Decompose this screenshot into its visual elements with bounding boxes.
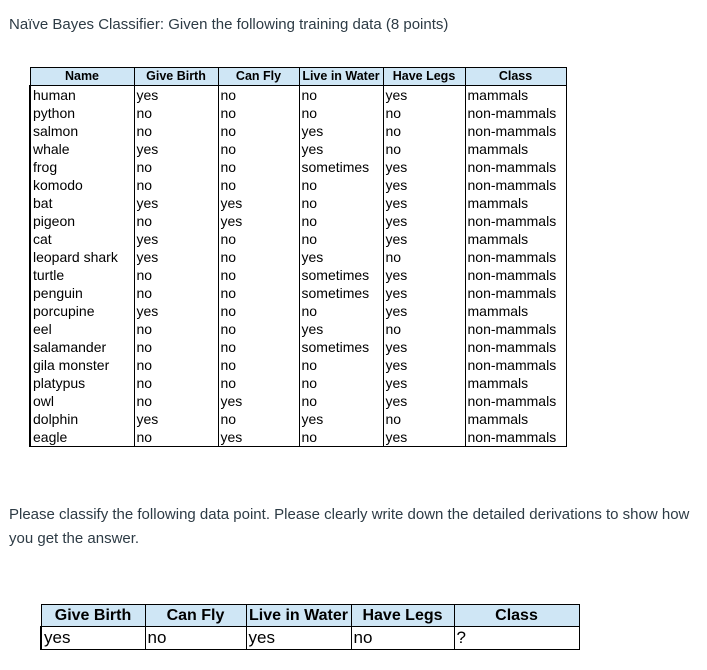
cell-can-fly: no [218,176,299,194]
cell-have-legs: yes [383,302,465,320]
cell-live-in-water: sometimes [299,338,383,356]
cell-give-birth: no [134,284,218,302]
cell-have-legs: yes [383,284,465,302]
cell-can-fly: yes [218,194,299,212]
cell-can-fly: no [218,104,299,122]
cell-give-birth: no [134,338,218,356]
cell-live-in-water: no [299,428,383,447]
cell-class: non-mammals [465,158,566,176]
cell-name: cat [30,230,134,248]
cell-have-legs: no [383,410,465,428]
query-header-live-in-water: Live in Water [246,605,351,627]
table-row [30,374,566,392]
table-row [30,140,566,158]
cell-can-fly: no [218,320,299,338]
cell-give-birth: no [134,104,218,122]
cell-name: salmon [30,122,134,140]
cell-class: non-mammals [465,284,566,302]
cell-live-in-water: yes [299,248,383,266]
cell-have-legs: yes [383,374,465,392]
cell-name: komodo [30,176,134,194]
cell-live-in-water: no [299,212,383,230]
cell-live-in-water: yes [299,140,383,158]
cell-name: owl [30,392,134,410]
cell-live-in-water: yes [299,410,383,428]
cell-live-in-water: no [299,86,383,105]
cell-name: frog [30,158,134,176]
cell-class: mammals [465,194,566,212]
cell-give-birth: no [134,356,218,374]
table-row [30,392,566,410]
query-row [41,627,579,650]
cell-name: leopard shark [30,248,134,266]
cell-class: mammals [465,302,566,320]
cell-class: mammals [465,86,566,105]
table-row [30,428,566,447]
cell-have-legs: yes [383,176,465,194]
cell-can-fly: no [218,302,299,320]
table-row [30,122,566,140]
cell-class: mammals [465,374,566,392]
cell-can-fly: yes [218,212,299,230]
cell-have-legs: yes [383,194,465,212]
cell-can-fly: no [218,122,299,140]
table-row [30,284,566,302]
cell-name: gila monster [30,356,134,374]
cell-have-legs: yes [383,212,465,230]
cell-class: non-mammals [465,104,566,122]
cell-give-birth: no [134,176,218,194]
table-row [30,176,566,194]
cell-live-in-water: no [299,356,383,374]
cell-give-birth: yes [134,248,218,266]
query-can-fly-value: no [145,627,246,650]
table-row [30,266,566,284]
training-data-table [29,67,567,447]
cell-class: non-mammals [465,428,566,447]
cell-class: non-mammals [465,338,566,356]
cell-name: human [30,86,134,105]
column-header-class: Class [465,68,566,86]
cell-live-in-water: sometimes [299,284,383,302]
cell-live-in-water: no [299,176,383,194]
instruction-text: Please classify the following data point. Please clearly write down the detailed derivations to show how you get the answer. [9,506,690,547]
cell-give-birth: yes [134,194,218,212]
table-row [30,248,566,266]
cell-name: porcupine [30,302,134,320]
cell-name: whale [30,140,134,158]
cell-live-in-water: no [299,194,383,212]
table-row [30,158,566,176]
query-have-legs-value: no [351,627,454,650]
query-give-birth-value: yes [41,627,145,650]
cell-class: mammals [465,230,566,248]
table-row [30,356,566,374]
table-row [30,338,566,356]
cell-class: non-mammals [465,266,566,284]
table-row [30,320,566,338]
table-row [30,212,566,230]
cell-give-birth: yes [134,140,218,158]
cell-give-birth: no [134,266,218,284]
cell-have-legs: no [383,248,465,266]
table-row [30,230,566,248]
query-class-value: ? [454,627,579,650]
cell-can-fly: yes [218,428,299,447]
cell-can-fly: no [218,86,299,105]
cell-give-birth: no [134,428,218,447]
table-row [30,86,566,105]
cell-give-birth: yes [134,302,218,320]
training-header-row [30,68,566,86]
cell-give-birth: yes [134,410,218,428]
cell-class: non-mammals [465,176,566,194]
cell-have-legs: yes [383,356,465,374]
cell-class: non-mammals [465,320,566,338]
training-table-body [30,86,566,447]
cell-name: eel [30,320,134,338]
query-header-give-birth: Give Birth [41,605,145,627]
cell-have-legs: yes [383,266,465,284]
cell-can-fly: yes [218,392,299,410]
cell-can-fly: no [218,410,299,428]
table-row [30,410,566,428]
cell-name: platypus [30,374,134,392]
cell-can-fly: no [218,338,299,356]
table-row [30,194,566,212]
cell-name: dolphin [30,410,134,428]
cell-give-birth: yes [134,86,218,105]
cell-class: non-mammals [465,356,566,374]
cell-can-fly: no [218,230,299,248]
cell-can-fly: no [218,374,299,392]
query-live-in-water-value: yes [246,627,351,650]
cell-class: non-mammals [465,122,566,140]
column-header-give-birth: Give Birth [134,68,218,86]
table-row [30,104,566,122]
cell-have-legs: no [383,320,465,338]
cell-live-in-water: no [299,302,383,320]
query-header-row [41,605,579,627]
cell-have-legs: yes [383,338,465,356]
cell-live-in-water: no [299,230,383,248]
cell-can-fly: no [218,284,299,302]
table-row [30,302,566,320]
cell-have-legs: no [383,104,465,122]
cell-class: mammals [465,410,566,428]
cell-give-birth: yes [134,230,218,248]
cell-name: penguin [30,284,134,302]
cell-give-birth: no [134,392,218,410]
cell-name: turtle [30,266,134,284]
cell-have-legs: yes [383,428,465,447]
query-header-class: Class [454,605,579,627]
cell-give-birth: no [134,122,218,140]
cell-have-legs: yes [383,86,465,105]
cell-can-fly: no [218,158,299,176]
cell-live-in-water: sometimes [299,158,383,176]
cell-live-in-water: sometimes [299,266,383,284]
cell-can-fly: no [218,248,299,266]
cell-name: pigeon [30,212,134,230]
column-header-have-legs: Have Legs [383,68,465,86]
cell-class: non-mammals [465,392,566,410]
query-table [40,604,580,650]
question-heading: Naïve Bayes Classifier: Given the following training data (8 points) [9,16,449,33]
cell-class: mammals [465,140,566,158]
cell-can-fly: no [218,356,299,374]
cell-name: bat [30,194,134,212]
column-header-live-in-water: Live in Water [299,68,383,86]
cell-have-legs: yes [383,158,465,176]
column-header-can-fly: Can Fly [218,68,299,86]
cell-give-birth: no [134,320,218,338]
cell-class: non-mammals [465,248,566,266]
cell-have-legs: yes [383,392,465,410]
cell-give-birth: no [134,212,218,230]
cell-live-in-water: no [299,374,383,392]
query-header-have-legs: Have Legs [351,605,454,627]
cell-name: eagle [30,428,134,447]
cell-have-legs: no [383,122,465,140]
cell-live-in-water: no [299,392,383,410]
cell-can-fly: no [218,140,299,158]
cell-live-in-water: no [299,104,383,122]
cell-give-birth: no [134,158,218,176]
cell-give-birth: no [134,374,218,392]
cell-live-in-water: yes [299,122,383,140]
cell-live-in-water: yes [299,320,383,338]
query-header-can-fly: Can Fly [145,605,246,627]
cell-class: non-mammals [465,212,566,230]
cell-can-fly: no [218,266,299,284]
cell-name: python [30,104,134,122]
cell-have-legs: no [383,140,465,158]
cell-name: salamander [30,338,134,356]
column-header-name: Name [30,68,134,86]
cell-have-legs: yes [383,230,465,248]
